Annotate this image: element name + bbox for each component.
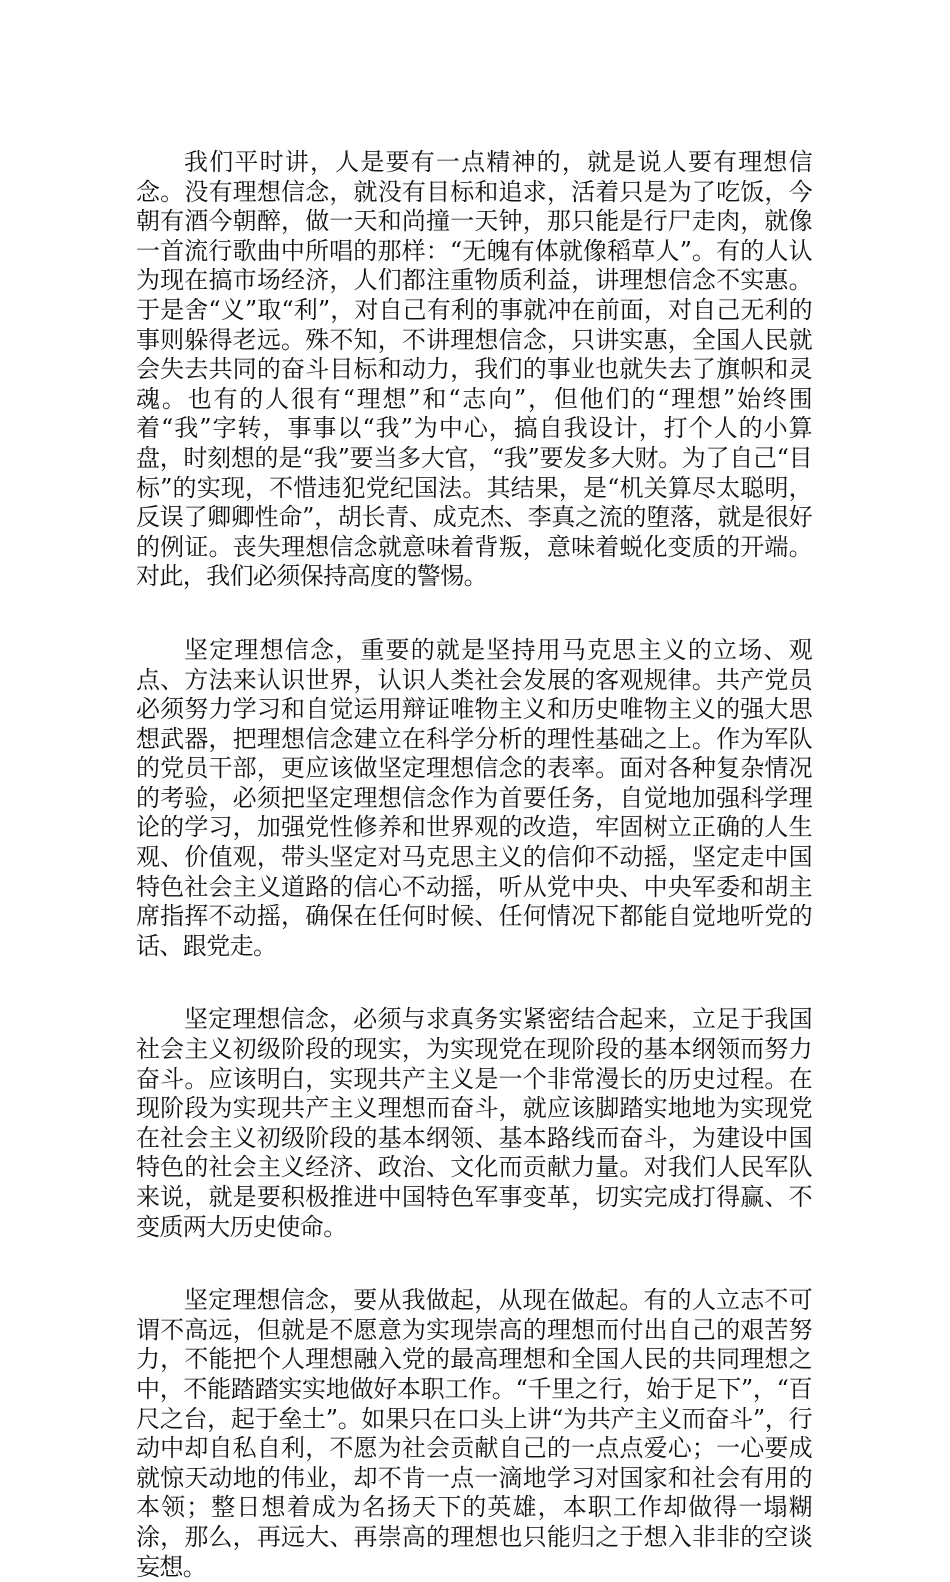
paragraph-4: 坚定理想信念，要从我做起，从现在做起。有的人立志不可谓不高远，但就是不愿意为实现崇高的理想而付出自己的艰苦努力，不能把个人理想融入党的最高理想和全国人民的共同理想之中，不能踏踏实实地做好本职工作。“千里之行，始于足下”，“百尺之台，起于垒土”。如果只在口头上讲“为共产主义而奋斗”，行动中却自私自利，不愿为社会贡献自己的一点点爱心；一心要成就惊天动地的伟业，却不肯一点一滴地学习对国家和社会有用的本领；整日想着成为名扬天下的英雄，本职工作却做得一塌糊涂，那么，再远大、再崇高的理想也只能归之于想入非非的空谈妄想。 — [136, 1286, 812, 1581]
paragraph-3: 坚定理想信念，必须与求真务实紧密结合起来，立足于我国社会主义初级阶段的现实，为实现党在现阶段的基本纲领而努力奋斗。应该明白，实现共产主义是一个非常漫长的历史过程。在现阶段为实现共产主义理想而奋斗，就应该脚踏实地地为实现党在社会主义初级阶段的基本纲领、基本路线而奋斗，为建设中国特色的社会主义经济、政治、文化而贡献力量。对我们人民军队来说，就是要积极推进中国特色军事变革，切实完成打得赢、不变质两大历史使命。 — [136, 1005, 812, 1241]
document-body — [136, 148, 812, 1582]
paragraph-1: 我们平时讲，人是要有一点精神的，就是说人要有理想信念。没有理想信念，就没有目标和追求，活着只是为了吃饭，今朝有酒今朝醉，做一天和尚撞一天钟，那只能是行尸走肉，就像一首流行歌曲中所唱的那样：“无魄有体就像稻草人”。有的人认为现在搞市场经济，人们都注重物质利益，讲理想信念不实惠。于是舍“义”取“利”，对自己有利的事就冲在前面，对自己无利的事则躲得老远。殊不知，不讲理想信念，只讲实惠，全国人民就会失去共同的奋斗目标和动力，我们的事业也就失去了旗帜和灵魂。也有的人很有“理想”和“志向”，但他们的“理想”始终围着“我”字转，事事以“我”为中心，搞自我设计，打个人的小算盘，时刻想的是“我”要当多大官，“我”要发多大财。为了自己“目标”的实现，不惜违犯党纪国法。其结果，是“机关算尽太聪明，反误了卿卿性命”，胡长青、成克杰、李真之流的堕落，就是很好的例证。丧失理想信念就意味着背叛，意味着蜕化变质的开端。对此，我们必须保持高度的警惕。 — [136, 148, 812, 591]
paragraph-2: 坚定理想信念，重要的就是坚持用马克思主义的立场、观点、方法来认识世界，认识人类社会发展的客观规律。共产党员必须努力学习和自觉运用辩证唯物主义和历史唯物主义的强大思想武器，把理想信念建立在科学分析的理性基础之上。作为军队的党员干部，更应该做坚定理想信念的表率。面对各种复杂情况的考验，必须把坚定理想信念作为首要任务，自觉地加强科学理论的学习，加强党性修养和世界观的改造，牢固树立正确的人生观、价值观，带头坚定对马克思主义的信仰不动摇，坚定走中国特色社会主义道路的信心不动摇，听从党中央、中央军委和胡主席指挥不动摇，确保在任何时候、任何情况下都能自觉地听党的话、跟党走。 — [136, 635, 812, 960]
